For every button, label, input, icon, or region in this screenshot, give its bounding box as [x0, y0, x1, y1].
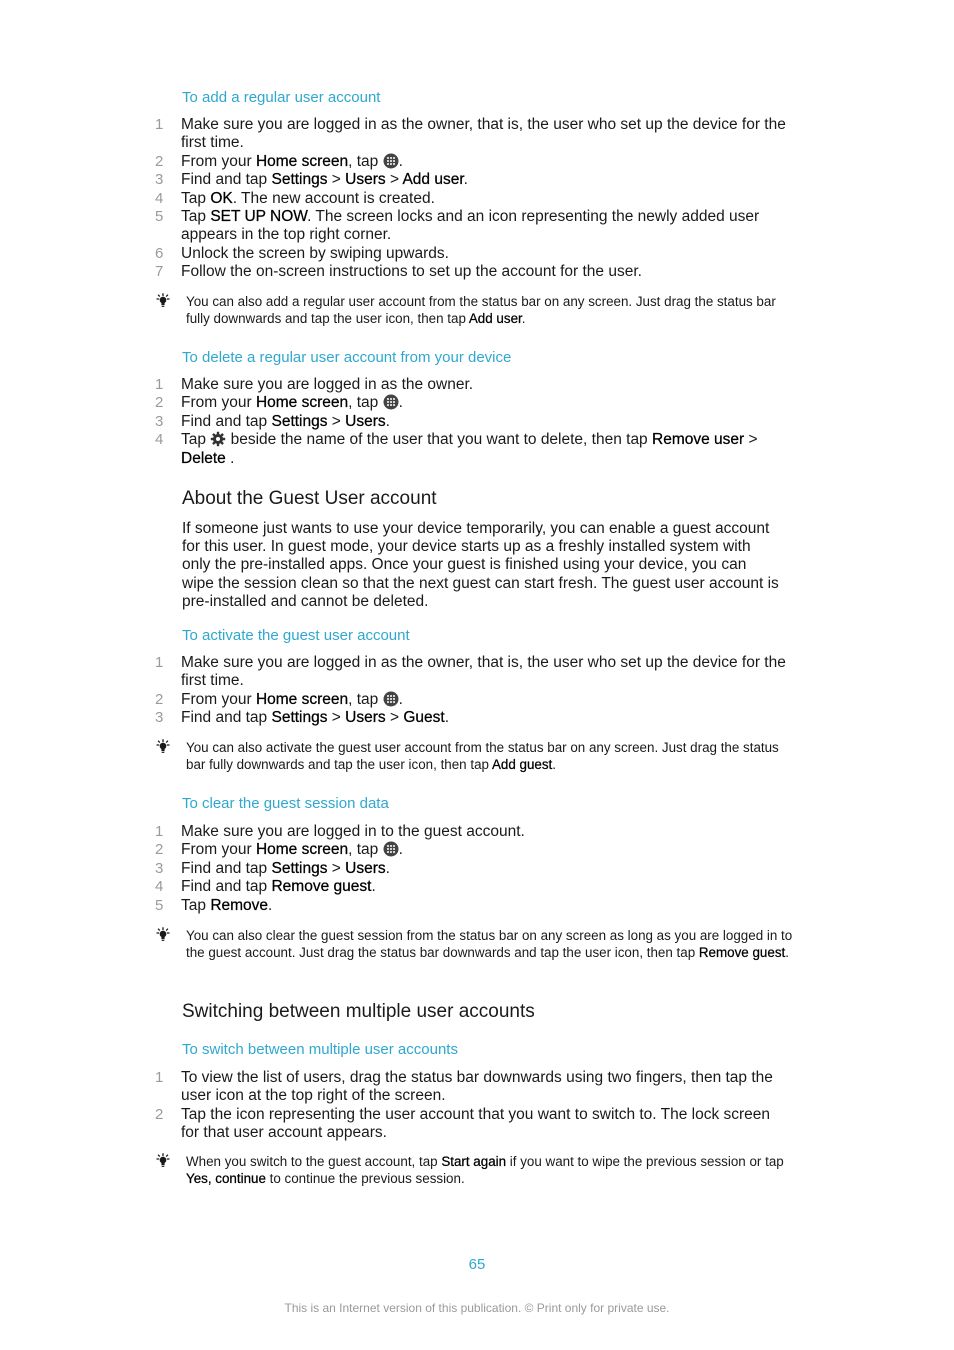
step-number: 2 [155, 841, 164, 859]
step-number: 4 [155, 878, 164, 896]
step-number: 6 [155, 244, 164, 262]
steps-add-regular-user [150, 116, 790, 282]
step: 2 From your Home screen, tap . [155, 152, 403, 170]
heading-switching-accounts: Switching between multiple user accounts [182, 1001, 535, 1022]
step-number: 3 [155, 412, 164, 430]
step-number: 1 [155, 1069, 164, 1086]
step-number: 5 [155, 896, 164, 914]
tip-add-regular-user: You can also add a regular user account from the status bar on any screen. Just drag the status bar fully downwards and tap the user icon, then tap Add user. [155, 294, 795, 327]
heading-switch-users: To switch between multiple user accounts [182, 1041, 458, 1058]
step-number: 1 [155, 116, 164, 133]
footer-note: This is an Internet version of this publication. © Print only for private use. [284, 1301, 670, 1315]
step: 2 From your Home screen, tap . [155, 394, 403, 412]
step: 4 Tap OK. The new account is created. [155, 189, 435, 207]
gear-icon [210, 431, 226, 447]
step-number: 1 [155, 376, 164, 393]
apps-grid-icon [383, 394, 399, 410]
heading-delete-regular-user: To delete a regular user account from your device [182, 349, 512, 366]
step: 5 Tap SET UP NOW. The screen locks and an icon representing the newly added user appears in the top right corner. [155, 208, 760, 244]
lightbulb-icon [155, 927, 171, 943]
step-number: 3 [155, 859, 164, 877]
steps-delete-regular-user [150, 376, 790, 468]
step: 1 To view the list of users, drag the status bar downwards using two fingers, then tap the user icon at the top right of the screen. [155, 1069, 773, 1105]
step-number: 4 [155, 189, 164, 207]
heading-add-regular-user: To add a regular user account [182, 89, 381, 106]
heading-about-guest: About the Guest User account [182, 488, 437, 509]
step: 3 Find and tap Settings > Users > Add user. [155, 171, 468, 189]
heading-clear-guest-session: To clear the guest session data [182, 795, 389, 812]
apps-grid-icon [383, 841, 399, 857]
step: 1 Make sure you are logged in as the owner, that is, the user who set up the device for the first time. [155, 654, 786, 690]
lightbulb-icon [155, 293, 171, 309]
step: 1 Make sure you are logged in as the owner, that is, the user who set up the device for the first time. [155, 116, 786, 152]
step-number: 1 [155, 823, 164, 840]
step-number: 1 [155, 654, 164, 671]
page-number: 65 [468, 1256, 486, 1273]
step: 4 Find and tap Remove guest. [155, 878, 376, 896]
lightbulb-icon [155, 739, 171, 755]
tip-switch-users: When you switch to the guest account, tap Start again if you want to wipe the previous session or tap Yes, continue to continue the previous session. [155, 1154, 795, 1187]
steps-clear-guest-session [150, 823, 790, 915]
step: 2 From your Home screen, tap . [155, 690, 403, 708]
heading-activate-guest: To activate the guest user account [182, 627, 410, 644]
step: 3 Find and tap Settings > Users > Guest. [155, 709, 449, 727]
tip-activate-guest: You can also activate the guest user account from the status bar on any screen. Just drag the status bar fully downwards and tap the user icon, then tap Add guest. [155, 740, 795, 773]
steps-activate-guest [150, 654, 790, 728]
step-number: 3 [155, 709, 164, 727]
step: 7 Follow the on-screen instructions to set up the account for the user. [155, 263, 642, 281]
step-number: 7 [155, 263, 164, 281]
step: 2 Tap the icon representing the user account that you want to switch to. The lock screen for that user account appears. [155, 1105, 771, 1142]
paragraph-about-guest: If someone just wants to use your device temporarily, you can enable a guest account for this user. In guest mode, your device starts up as a freshly installed system with only the pre-installed apps. Once your guest is finished using your device, you can wipe the session clean so that the next guest can start fresh. The guest user account is pre-installed and cannot be deleted. [182, 520, 779, 610]
step: 4 Tap beside the name of the user that you want to delete, then tap Remove user > Delete . [155, 431, 758, 467]
step: 3 Find and tap Settings > Users. [155, 412, 390, 430]
steps-switch-users [150, 1069, 790, 1143]
step: 5 Tap Remove. [155, 896, 273, 914]
apps-grid-icon [383, 691, 399, 707]
step: 1 Make sure you are logged in as the owner. [155, 376, 474, 393]
step: 1 Make sure you are logged in to the guest account. [155, 823, 525, 840]
step-number: 5 [155, 208, 164, 226]
apps-grid-icon [383, 153, 399, 169]
step-number: 2 [155, 690, 164, 708]
step-number: 2 [155, 1105, 164, 1123]
step-number: 3 [155, 171, 164, 189]
lightbulb-icon [155, 1153, 171, 1169]
tip-clear-guest-session: You can also clear the guest session from the status bar on any screen as long as you are logged in to the guest account. Just drag the status bar downwards and tap the user icon, then tap Remove guest. [155, 928, 795, 961]
step: 3 Find and tap Settings > Users. [155, 859, 390, 877]
step: 2 From your Home screen, tap . [155, 841, 403, 859]
step-number: 4 [155, 431, 164, 449]
step-number: 2 [155, 152, 164, 170]
step: 6 Unlock the screen by swiping upwards. [155, 244, 449, 262]
step-number: 2 [155, 394, 164, 412]
